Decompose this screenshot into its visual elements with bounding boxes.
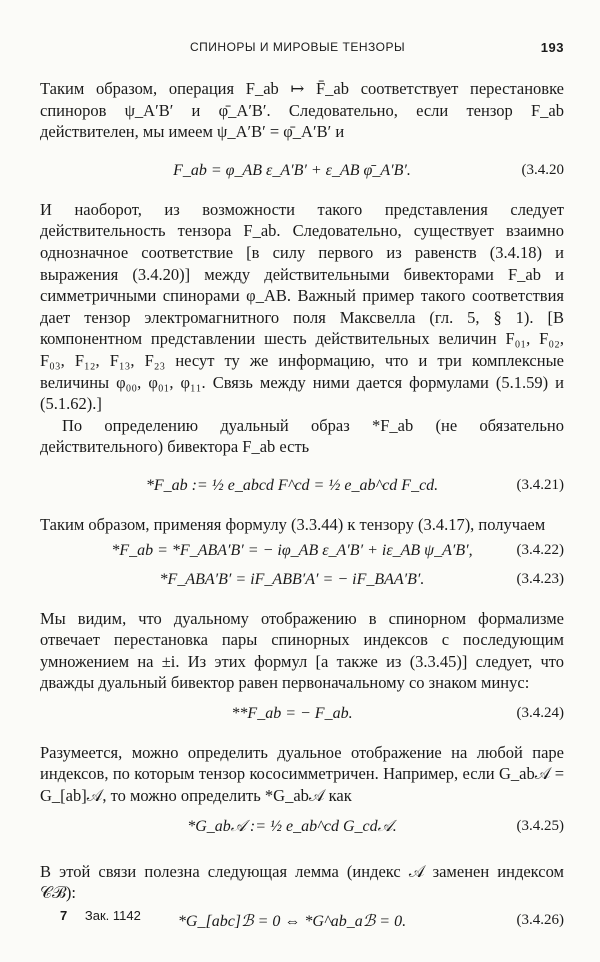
order-number: Зак. 1142 [84,908,141,923]
page-body [40,78,564,938]
equation-formula: *F_ABA′B′ = iF_ABB′A′ = − iF_BAA′B′. [159,570,425,588]
equation-3-4-23 [40,566,564,594]
paragraph-6: Разумеется, можно определить дуальное отображение на любой паре индексов, по которым тензор кососимметричен. Например, если G_ab𝒜 = G_[ab]𝒜, то можно определить *G_ab𝒜 как [40,742,564,806]
equation-number: (3.4.20 [521,162,564,179]
equation-formula: **F_ab = − F_ab. [231,704,353,722]
equation-formula: *F_ab = *F_ABA′B′ = − iφ_AB ε_A′B′ + iε_AB ψ_A′B′, [111,541,473,559]
equation-3-4-20 [40,151,564,191]
equation-number: (3.4.23) [516,571,564,587]
equation-number: (3.4.22) [516,542,564,558]
printer-footer [60,908,141,923]
equation-3-4-21 [40,466,564,506]
equation-number: (3.4.24) [516,705,564,722]
equation-number: (3.4.26) [516,912,564,929]
paragraph-5: Мы видим, что дуальному отображению в спинорном формализме отвечает перестановка пары спинорных индексов с последующим умножением на ±i. Из этих формул [а также из (3.3.45)] следует, что дважды дуальный бивектор равен первоначальному со знаком минус: [40,608,564,693]
signature-mark: 7 [60,908,68,923]
equation-formula: *G_[abc]ℬ = 0 ⇔ *G^ab_aℬ = 0. [177,912,407,930]
equation-formula: F_ab = φ_AB ε_A′B′ + ε_AB φ̄_A′B′. [173,161,411,179]
equation-number: (3.4.25) [516,818,564,835]
paragraph-3: По определению дуальный образ *F_ab (не обязательно действительного) бивектора F_ab есть [40,415,564,457]
equation-number: (3.4.21) [516,477,564,494]
paragraph-1: Таким образом, операция F_ab ↦ F̄_ab соответствует перестановке спиноров ψ_A′B′ и φ̄_A′B′. Следовательно, если тензор F_ab действителен, мы имеем ψ_A′B′ = φ̄_A′B′ и [40,79,564,142]
equation-formula: *G_ab𝒜 := ½ e_ab^cd G_cd𝒜. [187,817,397,835]
equation-formula: *F_ab := ½ e_abcd F^cd = ½ e_ab^cd F_cd. [145,476,439,494]
equation-3-4-25 [40,807,564,847]
paragraph-4: Таким образом, применяя формулу (3.3.44) к тензору (3.4.17), получаем [40,514,546,534]
paragraph-7: В этой связи полезна следующая лемма (индекс 𝒜 заменен индексом 𝒞ℬ): [40,861,564,903]
equation-3-4-24 [40,694,564,734]
equation-3-4-22 [40,536,564,566]
paragraph-2: И наоборот, из возможности такого представления следует действительность тензора F_ab. Следовательно, существует взаимно однозначное соответствие [в силу первого из равенств (3.4.18) и выражения (3.4.20)] между действительными бивекторами F_ab и симметричными спинорами φ_AB. Важный пример такого соответствия дает тензор электромагнитного поля Максвелла (гл. 5, § 1). [В компонентном представлении шесть действительных величин F₀₁, F₀₂, F₀₃, F₁₂, F₁₃, F₂₃ несут ту же информацию, что и три комплексные величины φ₀₀, φ₀₁, φ₁₁. Связь между ними дается формулами (5.1.59) и (5.1.62).] [40,199,564,414]
page-number: 193 [540,40,564,55]
running-title: СПИНОРЫ И МИРОВЫЕ ТЕНЗОРЫ [190,40,406,54]
